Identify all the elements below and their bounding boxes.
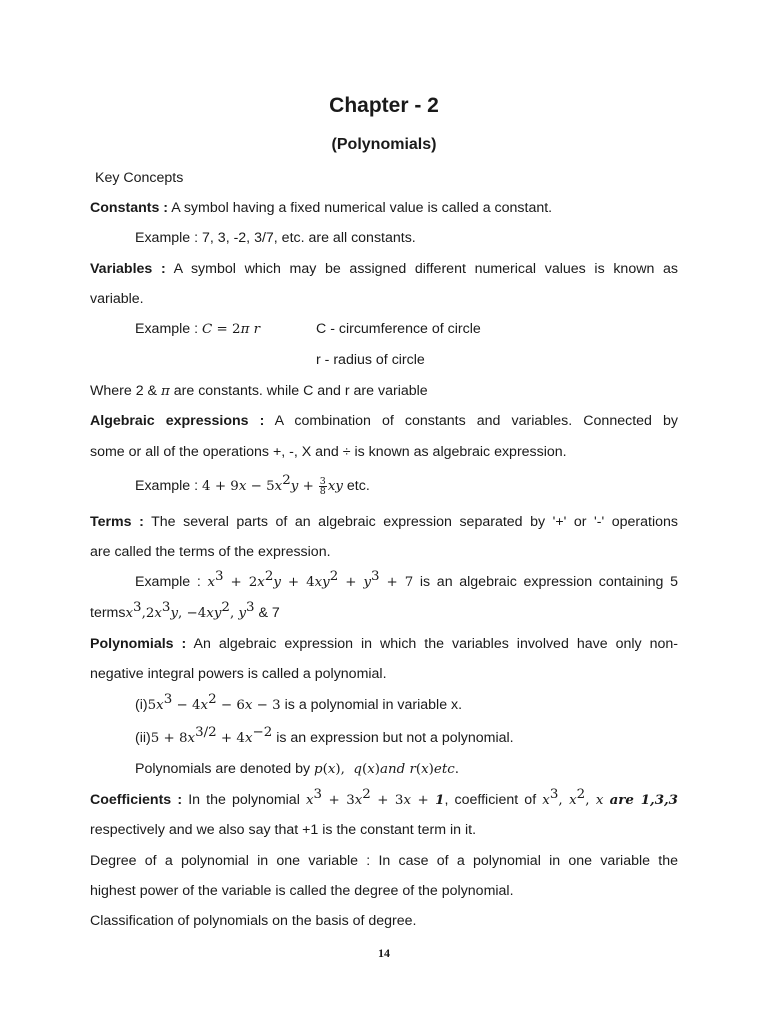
ex1-label: (i) (135, 697, 148, 713)
coefficients-definition (90, 787, 678, 811)
variables-term: Variables : (90, 261, 166, 277)
constants-definition (90, 198, 678, 218)
chapter-subtitle: (Polynomials) (331, 136, 437, 153)
coefficients-text-2: respectively and we also say that +1 is the constant term in it. (90, 822, 477, 838)
circle-formula-eq: = 2 (212, 322, 241, 337)
algebraic-example-label: Example : (135, 478, 199, 494)
algebraic-text-2: some or all of the operations +, -, X and ÷ is known as algebraic expression. (90, 444, 567, 460)
variables-text-1: A symbol which may be assigned different numerical values is known as (173, 261, 678, 277)
variables-where (90, 381, 678, 402)
variables-example-label: Example : (135, 321, 199, 337)
coefficients-poly: $x^3 + 3x^2 + 3x + 1$ (305, 787, 445, 808)
polynomials-term: Polynomials : (90, 636, 187, 652)
degree-text-2: highest power of the variable is called the degree of the polynomial. (90, 883, 514, 899)
ex2-tail: is an expression but not a polynomial. (276, 730, 514, 746)
constants-example: Example : 7, 3, -2, 3/7, etc. are all constants. (135, 230, 416, 246)
expr-x: x (238, 479, 247, 494)
algebraic-example: Example : $4 + 9x - 5x^2y$ + $\frac{3}{8}$ xy etc. (135, 473, 370, 497)
terms-text-2: are called the terms of the expression. (90, 544, 331, 560)
circle-formula-r: r (249, 322, 261, 337)
fraction-three-eighths: $\frac{3}{8}$ (319, 475, 326, 497)
polynomials-notation: Polynomials are denoted by p(x), q(x)and r(x)etc. (135, 761, 459, 777)
circle-formula-lhs: C (202, 322, 213, 337)
coefficients-list: $x^3$, $x^2$, x are 1,3,3 (542, 787, 678, 808)
terms-text-1: The several parts of an algebraic expression separated by '+' or '-' operations (151, 514, 679, 530)
algebraic-definition (90, 411, 678, 431)
ex2-label: (ii) (135, 730, 151, 746)
expr-y: y (290, 479, 299, 494)
terms-example-tail: is an algebraic expression containing 5 (419, 574, 678, 590)
classification-text: Classification of polynomials on the basis of degree. (90, 913, 417, 929)
page-number: 14 (378, 946, 390, 960)
circle-formula-pi: π (240, 322, 250, 337)
polynomials-text-1: An algebraic expression in which the variables involved have only non- (193, 636, 678, 652)
terms-list (90, 600, 678, 624)
algebraic-term: Algebraic expressions : (90, 413, 265, 429)
chapter-title: Chapter - 2 (329, 94, 439, 117)
polynomials-definition (90, 634, 678, 654)
algebraic-etc: etc. (346, 478, 370, 494)
constants-text: A symbol having a fixed numerical value is called a constant. (171, 200, 553, 216)
where-pre: Where 2 & (90, 383, 158, 399)
terms-example-label: Example : (135, 574, 201, 590)
expr-x2: x (274, 479, 283, 494)
coefficients-mid: , coefficient of (444, 792, 537, 808)
polynomial-example-1: $(i)5x^3 - 4x^2 - 6x - 3$ is a polynomial in variable x. (135, 692, 463, 713)
polynomials-text-2: negative integral powers is called a polynomial. (90, 666, 387, 682)
terms-list-end: & 7 (258, 605, 280, 621)
note-circumference: C - circumference of circle (316, 321, 481, 337)
denoted-text: Polynomials are denoted by (135, 761, 311, 777)
expr-xy: xy (327, 479, 343, 494)
coefficients-pre: In the polynomial (188, 792, 300, 808)
variables-text-2: variable. (90, 291, 144, 307)
terms-example-expr: $x^3 + 2x^2y + 4xy^2 + y^3 + 7$ (207, 569, 414, 590)
where-pi: π (160, 384, 170, 399)
terms-term: Terms : (90, 514, 144, 530)
terms-definition (90, 512, 678, 532)
expr-part2: − 5 (246, 479, 275, 494)
constants-term: Constants : (90, 200, 169, 216)
ex1-tail: is a polynomial in variable x. (284, 697, 463, 713)
coefficients-term: Coefficients : (90, 792, 183, 808)
algebraic-text-1: A combination of constants and variables. Connected by (274, 413, 678, 429)
key-concepts-heading: Key Concepts (95, 170, 184, 186)
expr-plus: + (298, 479, 314, 494)
degree-text-1: Degree of a polynomial in one variable : In case of a polynomial in one variable the (90, 853, 678, 869)
terms-list-label: terms (90, 605, 126, 621)
terms-list-expr: $x^3,2x^3y$, $-4xy^2$, $y^3$ (125, 600, 255, 621)
terms-example (135, 569, 678, 593)
note-radius: r - radius of circle (316, 352, 425, 368)
expr-part1: 4 + 9 (202, 479, 239, 494)
variables-definition (90, 259, 678, 279)
where-post: are constants. while C and r are variable (173, 383, 428, 399)
polynomial-example-2: $(ii)5 + 8x^{3/2} + 4x^{-2}$ is an expression but not a polynomial. (135, 725, 514, 746)
